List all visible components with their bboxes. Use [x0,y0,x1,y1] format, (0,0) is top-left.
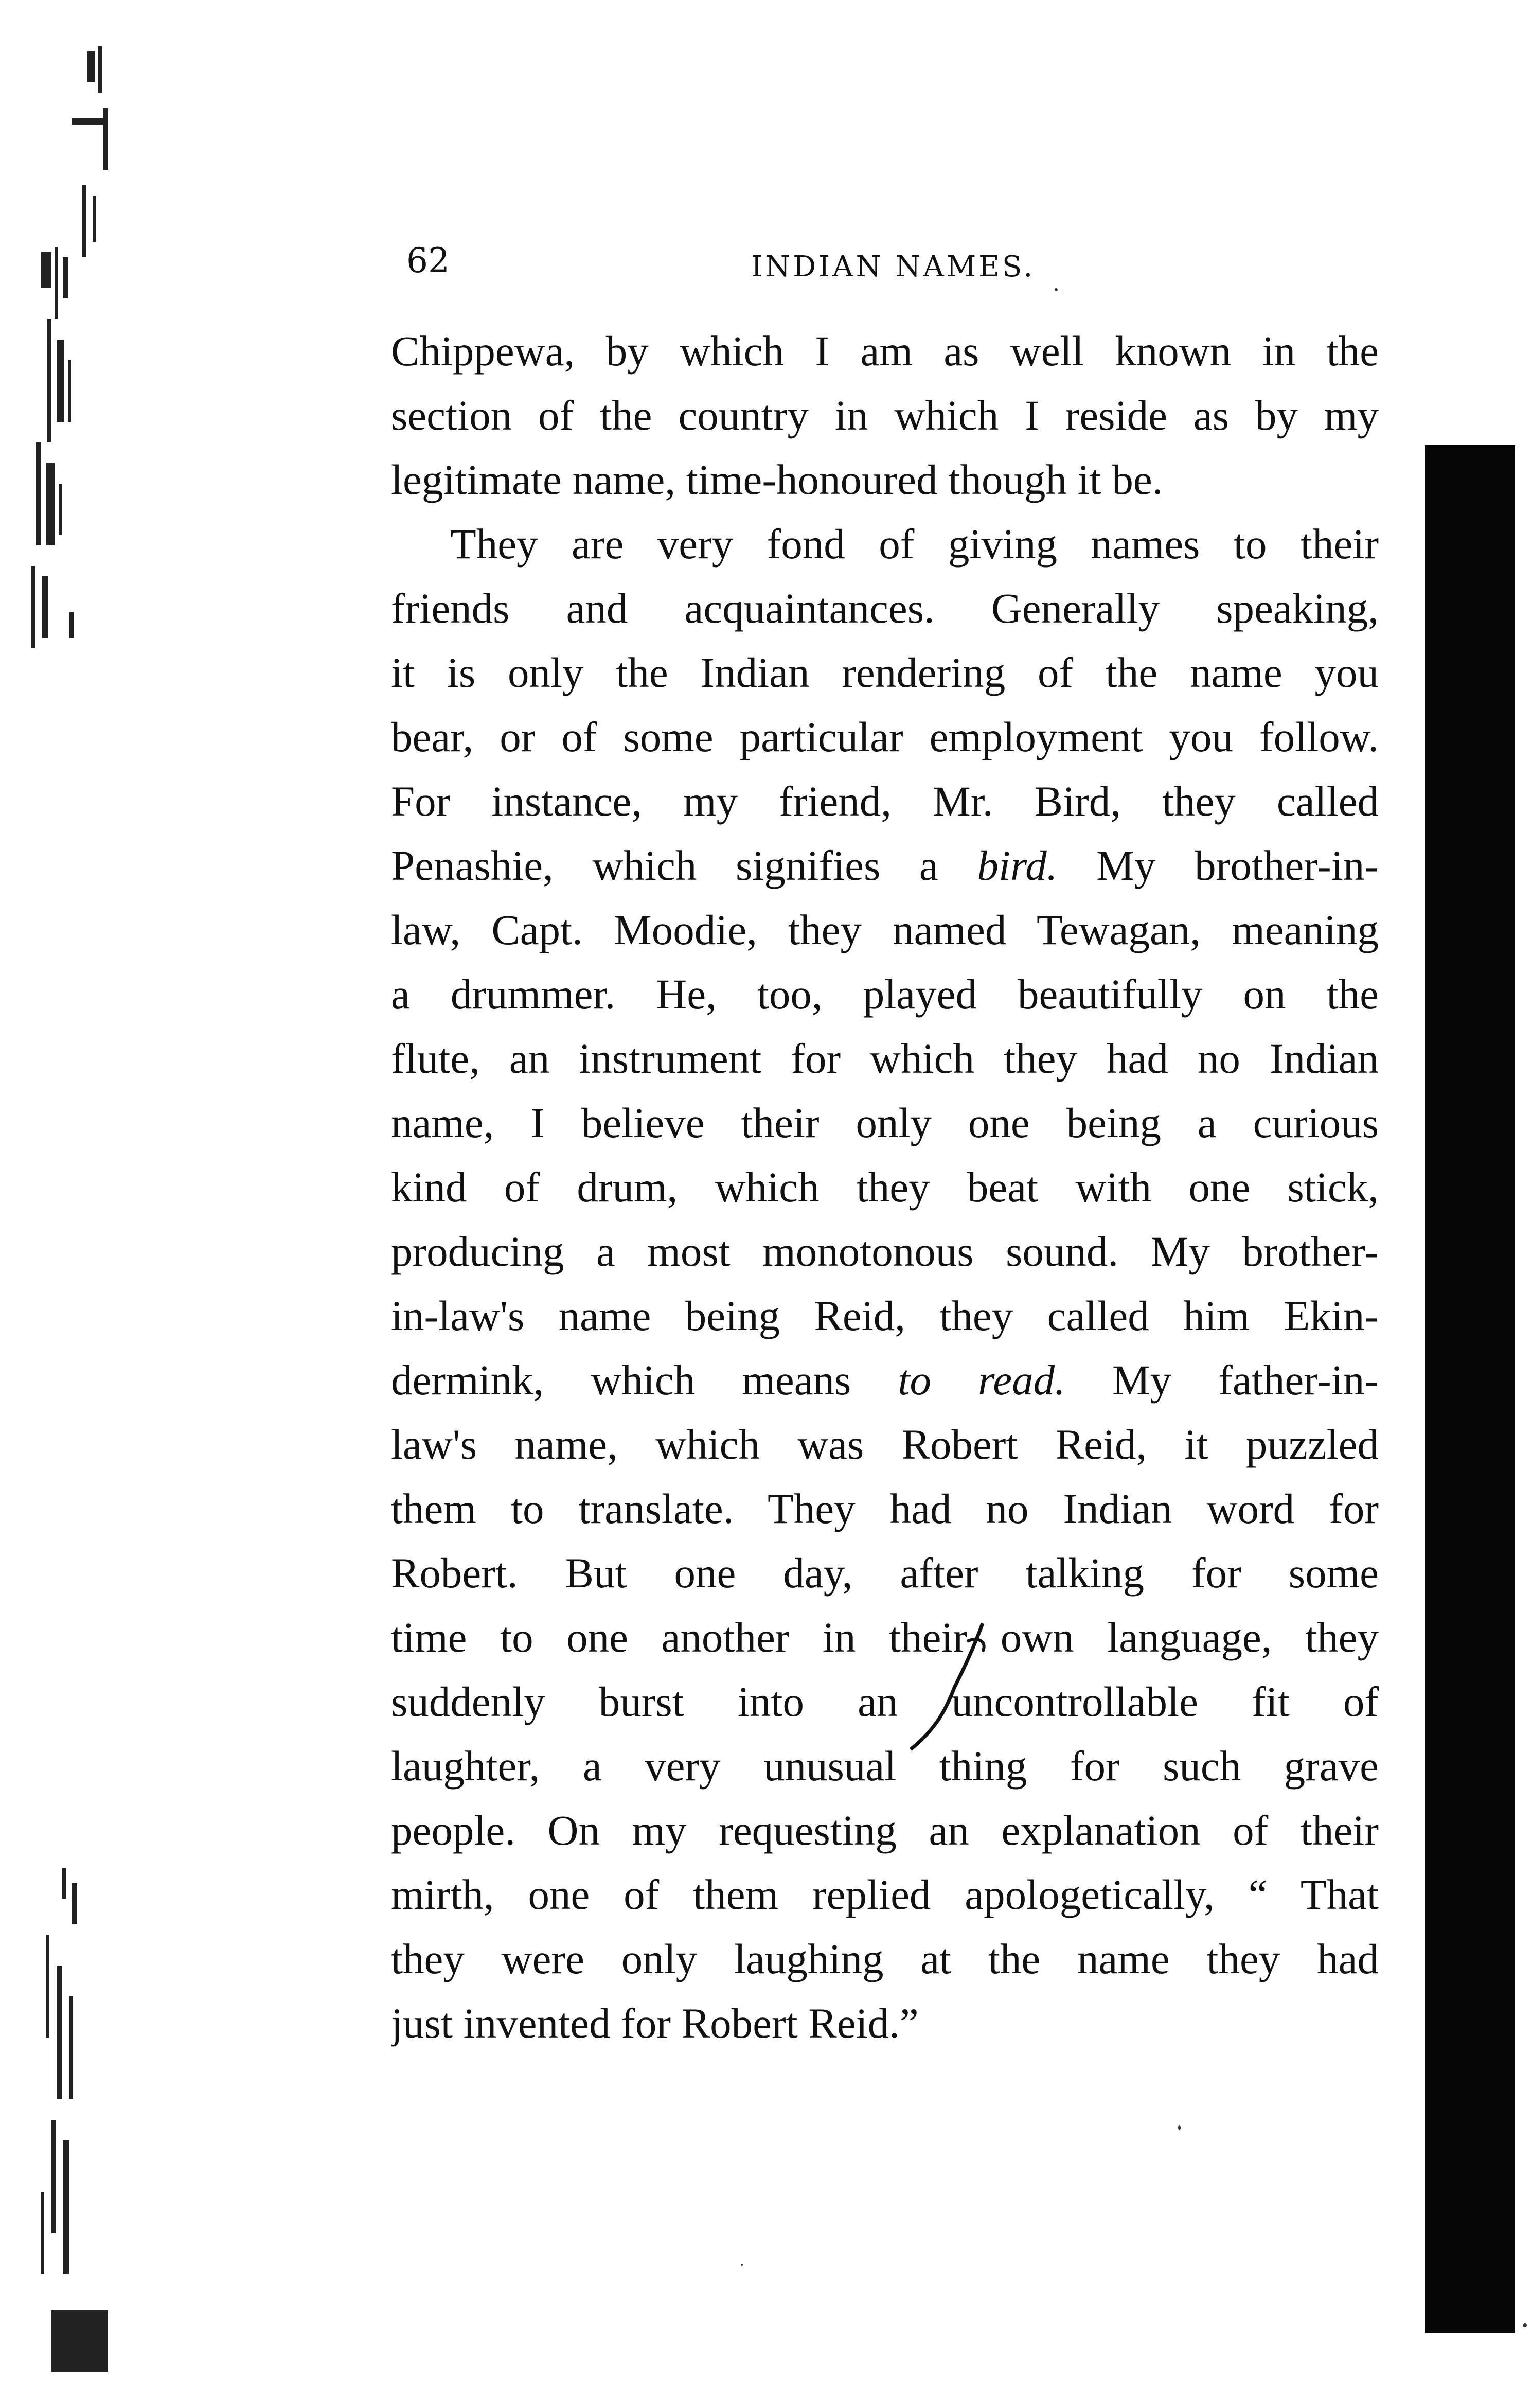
text-line: Penashie, which signifies a bird. My brother-in- [391,842,1379,889]
text-line: they were only laughing at the name they had [391,1935,1379,1982]
italic-word: bird. [977,842,1058,889]
text-line: For instance, my friend, Mr. Bird, they called [391,777,1379,825]
text-line: Chippewa, by which I am as well known in the [391,327,1379,375]
text-line: them to translate. They had no Indian word for [391,1485,1379,1532]
text-line: time to one another in their own language, they [391,1614,1379,1661]
stray-ink-dot [1523,2323,1527,2327]
text-line: name, I believe their only one being a curious [391,1099,1379,1146]
stray-ink-dot [1055,288,1058,291]
text-line: suddenly burst into an uncontrollable fit of [391,1678,1379,1725]
text-line: kind of drum, which they beat with one stick, [391,1163,1379,1211]
scan-edge-shadow [1425,445,1515,2333]
text-line: Robert. But one day, after talking for some [391,1549,1379,1597]
text-line: mirth, one of them replied apologetically, “ That [391,1871,1379,1918]
binding-scan-artifact [21,31,139,2398]
stray-ink-dot [1178,2125,1181,2130]
text-line: laughter, a very unusual thing for such grave [391,1742,1379,1790]
running-title: INDIAN NAMES. [751,250,1036,284]
text-line: bear, or of some particular employment you follow. [391,713,1379,760]
italic-word: to read. [898,1356,1065,1404]
text-line: legitimate name, time-honoured though it be. [391,456,1163,503]
text-line: law, Capt. Moodie, they named Tewagan, meaning [391,906,1379,953]
text-line: friends and acquaintances. Generally speaking, [391,585,1379,632]
text-line: law's name, which was Robert Reid, it puzzled [391,1421,1379,1468]
text-line: section of the country in which I reside as by my [391,392,1379,439]
text-line: in-law's name being Reid, they called him Ekin- [391,1292,1379,1339]
text-line: producing a most monotonous sound. My brother- [391,1228,1379,1275]
paragraph-first-line: They are very fond of giving names to their [450,520,1379,568]
text-line: flute, an instrument for which they had no Indian [391,1035,1379,1082]
running-header [406,241,1178,287]
text-line: just invented for Robert Reid.” [391,1999,919,2047]
stray-ink-dot [741,2264,743,2266]
text-line: people. On my requesting an explanation of their [391,1807,1379,1854]
body-text [391,319,1379,2056]
handwritten-pen-mark [905,1610,1008,1760]
text-line: dermink, which means to read. My father-in- [391,1356,1379,1404]
page-number: 62 [406,241,450,280]
text-line: a drummer. He, too, played beautifully on the [391,970,1379,1018]
text-line: it is only the Indian rendering of the name you [391,649,1379,696]
